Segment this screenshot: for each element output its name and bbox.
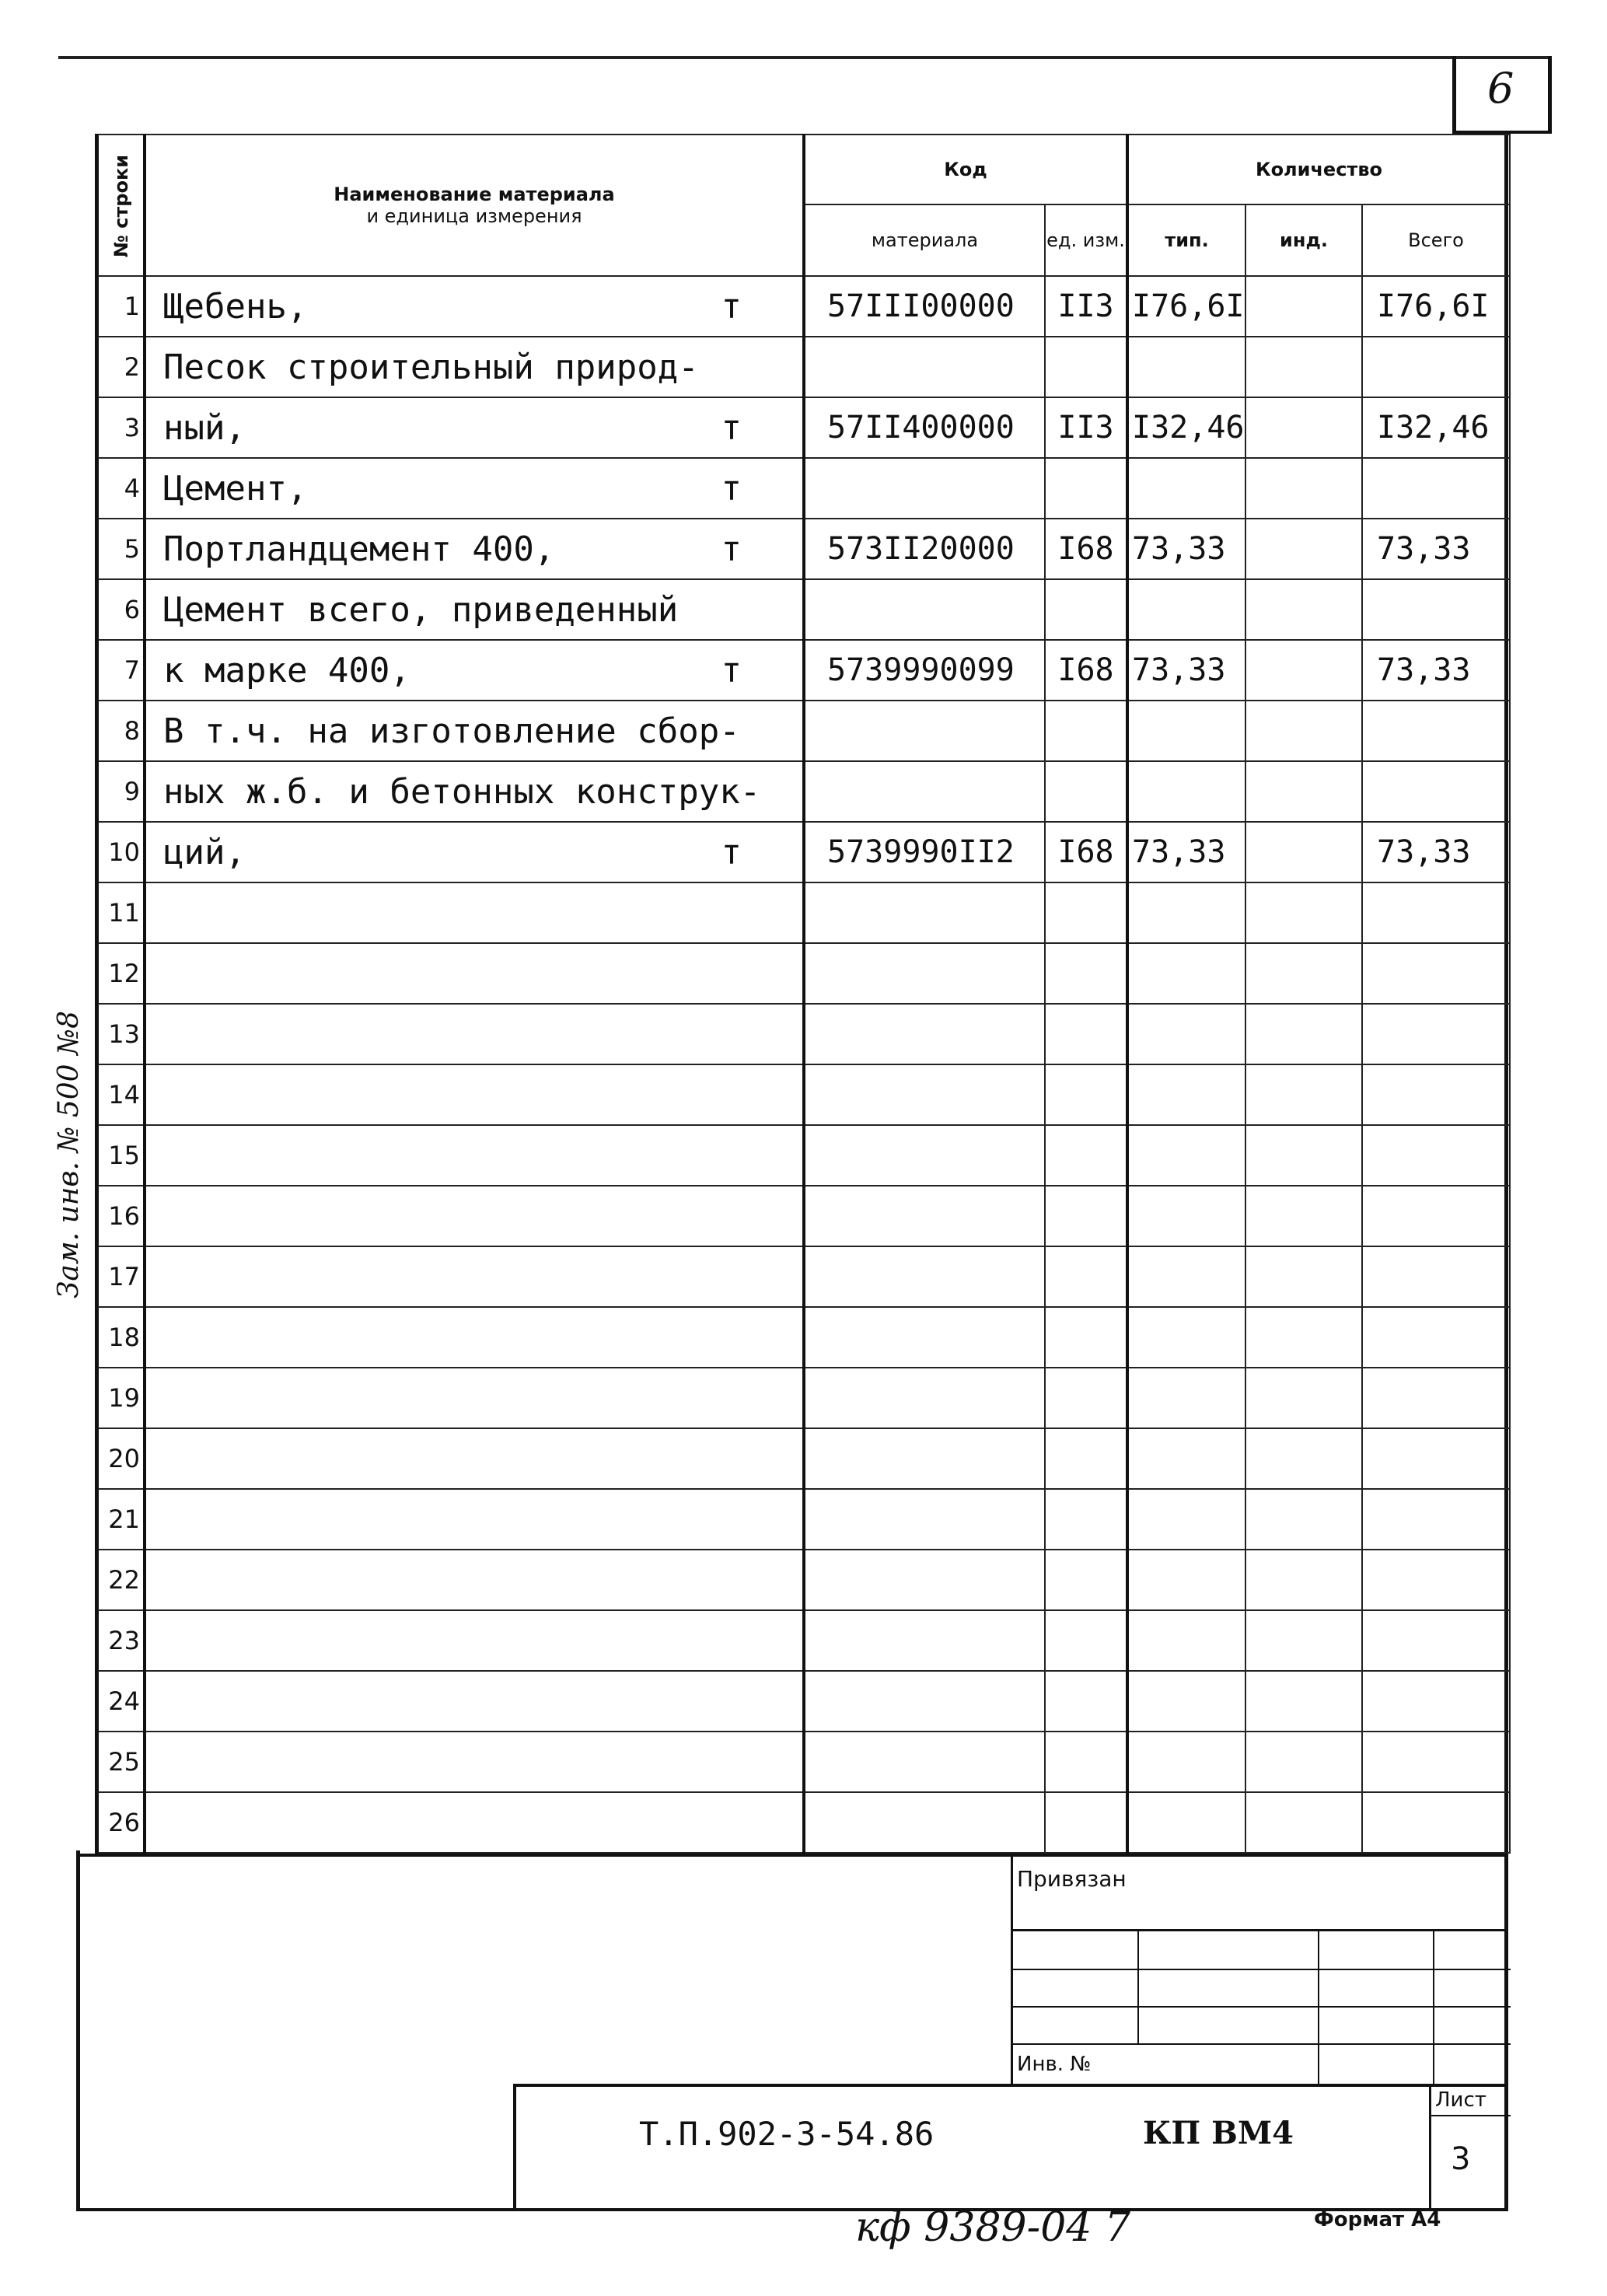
table-row [96, 1792, 1510, 1853]
qty-typ [1127, 1246, 1245, 1307]
material-code: 57III00000 [804, 276, 1045, 337]
qty-ind [1245, 458, 1362, 519]
table-row [96, 1550, 1510, 1610]
row-number: 21 [96, 1489, 145, 1550]
qty-typ [1127, 1732, 1245, 1792]
unit-of-measure: т [721, 468, 742, 508]
material-name-text: Портландцемент 400, [163, 529, 555, 569]
row-number: 8 [96, 701, 145, 761]
qty-total [1362, 579, 1510, 640]
unit-code [1045, 1489, 1127, 1550]
unit-code [1045, 337, 1127, 397]
row-number: 13 [96, 1004, 145, 1064]
qty-total [1362, 1671, 1510, 1732]
material-name [145, 1671, 804, 1732]
material-name-text: Цемент всего, приведенный [163, 589, 679, 630]
row-number: 15 [96, 1125, 145, 1186]
materials-table [95, 134, 1511, 1854]
row-number: 18 [96, 1307, 145, 1368]
unit-of-measure: т [721, 650, 742, 690]
qty-ind [1245, 882, 1362, 943]
table-row [96, 1246, 1510, 1307]
unit-of-measure: т [721, 832, 742, 872]
row-number: 11 [96, 882, 145, 943]
qty-total [1362, 761, 1510, 822]
row-number: 6 [96, 579, 145, 640]
bound-label: Привязан [1017, 1866, 1127, 1892]
material-name [145, 1428, 804, 1489]
row-number: 14 [96, 1064, 145, 1125]
qty-total [1362, 1610, 1510, 1671]
page-number: 6 [1487, 64, 1514, 113]
material-name-text: В т.ч. на изготовление сбор- [163, 711, 740, 751]
qty-total [1362, 1368, 1510, 1428]
qty-ind [1245, 519, 1362, 579]
table-row [96, 519, 1510, 579]
material-code [804, 1732, 1045, 1792]
table-row [96, 882, 1510, 943]
row-number: 17 [96, 1246, 145, 1307]
material-code: 5739990099 [804, 640, 1045, 701]
qty-typ: I76,6I [1127, 276, 1245, 337]
material-code [804, 579, 1045, 640]
material-name [145, 1307, 804, 1368]
qty-ind [1245, 1610, 1362, 1671]
material-name [145, 337, 804, 397]
unit-code: I68 [1045, 822, 1127, 882]
qty-ind [1245, 1064, 1362, 1125]
material-code [804, 1368, 1045, 1428]
name-header: Наименование материала и единица измерения [145, 135, 804, 276]
unit-of-measure: т [721, 286, 742, 327]
qty-ind [1245, 943, 1362, 1004]
qty-total [1362, 337, 1510, 397]
material-name [145, 276, 804, 337]
row-number: 10 [96, 822, 145, 882]
row-number: 2 [96, 337, 145, 397]
qty-ind [1245, 579, 1362, 640]
format-label: Формат А4 [1314, 2208, 1441, 2231]
qty-total [1362, 1428, 1510, 1489]
qty-total [1362, 943, 1510, 1004]
unit-code: II3 [1045, 276, 1127, 337]
qty-total [1362, 1307, 1510, 1368]
qty-typ [1127, 1550, 1245, 1610]
qty-total-header: Всего [1362, 204, 1510, 276]
qty-total [1362, 1246, 1510, 1307]
qty-ind [1245, 397, 1362, 458]
code-unit-header: ед. изм. [1045, 204, 1127, 276]
material-code [804, 943, 1045, 1004]
row-number: 5 [96, 519, 145, 579]
qty-typ [1127, 1792, 1245, 1853]
material-code [804, 1246, 1045, 1307]
unit-code [1045, 1307, 1127, 1368]
table-row [96, 1064, 1510, 1125]
qty-total: 73,33 [1362, 519, 1510, 579]
material-name-text: к марке 400, [163, 650, 410, 690]
qty-typ [1127, 761, 1245, 822]
table-row [96, 640, 1510, 701]
unit-code [1045, 1671, 1127, 1732]
material-code: 57II400000 [804, 397, 1045, 458]
material-name [145, 1489, 804, 1550]
material-name-text: Щебень, [163, 286, 308, 327]
qty-typ [1127, 1671, 1245, 1732]
qty-typ: 73,33 [1127, 519, 1245, 579]
row-number-label: № строки [110, 154, 132, 258]
qty-typ: 73,33 [1127, 640, 1245, 701]
qty-ind [1245, 1307, 1362, 1368]
material-code [804, 1307, 1045, 1368]
material-code: 573II20000 [804, 519, 1045, 579]
qty-typ [1127, 882, 1245, 943]
unit-code [1045, 1610, 1127, 1671]
table-row [96, 458, 1510, 519]
qty-ind [1245, 1186, 1362, 1246]
qty-ind [1245, 1428, 1362, 1489]
qty-typ [1127, 701, 1245, 761]
material-name [145, 882, 804, 943]
table-row [96, 761, 1510, 822]
qty-total [1362, 1489, 1510, 1550]
qty-total [1362, 1792, 1510, 1853]
qty-total [1362, 1550, 1510, 1610]
quantity-header: Количество [1127, 135, 1510, 204]
table-row [96, 276, 1510, 337]
qty-typ: I32,46 [1127, 397, 1245, 458]
unit-code [1045, 1550, 1127, 1610]
unit-code [1045, 1004, 1127, 1064]
table-row [96, 1186, 1510, 1246]
unit-code: I68 [1045, 519, 1127, 579]
qty-typ [1127, 1610, 1245, 1671]
material-name [145, 701, 804, 761]
designation: Т.П.902-3-54.86 [639, 2115, 935, 2153]
bound-cell [1011, 1854, 1508, 1931]
table-row [96, 579, 1510, 640]
unit-code [1045, 1064, 1127, 1125]
qty-typ [1127, 458, 1245, 519]
qty-typ [1127, 1307, 1245, 1368]
material-name [145, 640, 804, 701]
qty-ind [1245, 701, 1362, 761]
qty-total [1362, 1125, 1510, 1186]
qty-typ [1127, 1004, 1245, 1064]
row-number: 16 [96, 1186, 145, 1246]
qty-ind [1245, 1550, 1362, 1610]
material-name-text: ций, [163, 832, 246, 872]
qty-ind [1245, 761, 1362, 822]
qty-ind [1245, 1004, 1362, 1064]
table-row [96, 1004, 1510, 1064]
material-name [145, 1064, 804, 1125]
material-code [804, 1792, 1045, 1853]
page-number-box [1452, 56, 1552, 134]
qty-total: 73,33 [1362, 822, 1510, 882]
unit-of-measure: т [721, 407, 742, 448]
unit-code [1045, 943, 1127, 1004]
qty-typ [1127, 1125, 1245, 1186]
qty-typ [1127, 1428, 1245, 1489]
material-name [145, 397, 804, 458]
material-name-text: ный, [163, 407, 246, 448]
top-rule [58, 56, 1551, 59]
material-name [145, 1792, 804, 1853]
qty-total [1362, 458, 1510, 519]
qty-typ [1127, 943, 1245, 1004]
unit-code [1045, 701, 1127, 761]
material-name [145, 458, 804, 519]
material-name [145, 519, 804, 579]
material-name [145, 1550, 804, 1610]
qty-total: I76,6I [1362, 276, 1510, 337]
qty-total: I32,46 [1362, 397, 1510, 458]
material-code: 5739990II2 [804, 822, 1045, 882]
code-header: Код [804, 135, 1127, 204]
qty-ind [1245, 276, 1362, 337]
unit-of-measure: т [721, 529, 742, 569]
table-row [96, 1671, 1510, 1732]
material-name [145, 761, 804, 822]
material-name [145, 822, 804, 882]
qty-total [1362, 1004, 1510, 1064]
qty-ind [1245, 822, 1362, 882]
table-row [96, 701, 1510, 761]
qty-typ [1127, 337, 1245, 397]
row-number: 26 [96, 1792, 145, 1853]
qty-total [1362, 882, 1510, 943]
qty-ind-header: инд. [1245, 204, 1362, 276]
margin-handwritten-note: Зам. инв. № 500 №8 [53, 1010, 85, 1298]
material-name [145, 1368, 804, 1428]
inv-label: Инв. № [1017, 2053, 1092, 2076]
qty-ind [1245, 1732, 1362, 1792]
qty-ind [1245, 1671, 1362, 1732]
unit-code [1045, 1246, 1127, 1307]
material-code [804, 1610, 1045, 1671]
qty-ind [1245, 337, 1362, 397]
qty-typ: 73,33 [1127, 822, 1245, 882]
material-code [804, 761, 1045, 822]
material-code [804, 337, 1045, 397]
unit-code [1045, 458, 1127, 519]
row-number: 12 [96, 943, 145, 1004]
qty-typ [1127, 1064, 1245, 1125]
unit-code [1045, 1125, 1127, 1186]
handwritten-footer: кф 9389-04 7 [855, 2204, 1130, 2251]
table-row [96, 1428, 1510, 1489]
material-code [804, 701, 1045, 761]
table-row [96, 1489, 1510, 1550]
code-material-header: материала [804, 204, 1045, 276]
table-row [96, 1732, 1510, 1792]
qty-typ [1127, 1186, 1245, 1246]
qty-total: 73,33 [1362, 640, 1510, 701]
qty-typ-header: тип. [1127, 204, 1245, 276]
material-code [804, 1064, 1045, 1125]
row-number: 19 [96, 1368, 145, 1428]
row-number: 20 [96, 1428, 145, 1489]
material-code [804, 1550, 1045, 1610]
material-name [145, 943, 804, 1004]
material-code [804, 882, 1045, 943]
unit-code [1045, 882, 1127, 943]
unit-code [1045, 1186, 1127, 1246]
unit-code [1045, 761, 1127, 822]
material-code [804, 1671, 1045, 1732]
unit-code: II3 [1045, 397, 1127, 458]
qty-total [1362, 1064, 1510, 1125]
unit-code [1045, 1792, 1127, 1853]
material-code [804, 458, 1045, 519]
material-name [145, 1732, 804, 1792]
material-name-text: Цемент, [163, 468, 308, 508]
sheet-label: Лист [1435, 2088, 1486, 2112]
row-number: 22 [96, 1550, 145, 1610]
qty-ind [1245, 1489, 1362, 1550]
qty-ind [1245, 640, 1362, 701]
table-row [96, 337, 1510, 397]
material-code [804, 1004, 1045, 1064]
unit-code [1045, 1732, 1127, 1792]
unit-code [1045, 579, 1127, 640]
material-code [804, 1125, 1045, 1186]
qty-typ [1127, 1368, 1245, 1428]
doc-code: КП ВМ4 [1143, 2115, 1294, 2151]
sheet-number: 3 [1451, 2141, 1471, 2177]
table-row [96, 1307, 1510, 1368]
row-number: 1 [96, 276, 145, 337]
row-number: 4 [96, 458, 145, 519]
unit-code [1045, 1428, 1127, 1489]
qty-total [1362, 1186, 1510, 1246]
material-code [804, 1428, 1045, 1489]
row-number: 3 [96, 397, 145, 458]
material-name [145, 1610, 804, 1671]
qty-typ [1127, 579, 1245, 640]
material-name [145, 1125, 804, 1186]
row-number: 7 [96, 640, 145, 701]
qty-ind [1245, 1368, 1362, 1428]
row-number: 23 [96, 1610, 145, 1671]
unit-code [1045, 1368, 1127, 1428]
material-code [804, 1489, 1045, 1550]
table-row [96, 943, 1510, 1004]
qty-total [1362, 701, 1510, 761]
qty-typ [1127, 1489, 1245, 1550]
unit-code: I68 [1045, 640, 1127, 701]
material-name-text: Песок строительный природ- [163, 347, 699, 387]
material-name [145, 1246, 804, 1307]
table-row [96, 1368, 1510, 1428]
material-name [145, 1186, 804, 1246]
material-name [145, 1004, 804, 1064]
row-number: 9 [96, 761, 145, 822]
qty-ind [1245, 1125, 1362, 1186]
table-row [96, 1610, 1510, 1671]
material-code [804, 1186, 1045, 1246]
material-name-text: ных ж.б. и бетонных конструк- [163, 771, 761, 812]
material-name [145, 579, 804, 640]
qty-total [1362, 1732, 1510, 1792]
qty-ind [1245, 1792, 1362, 1853]
table-row [96, 397, 1510, 458]
row-number: 25 [96, 1732, 145, 1792]
row-number: 24 [96, 1671, 145, 1732]
table-row [96, 822, 1510, 882]
qty-ind [1245, 1246, 1362, 1307]
table-row [96, 1125, 1510, 1186]
